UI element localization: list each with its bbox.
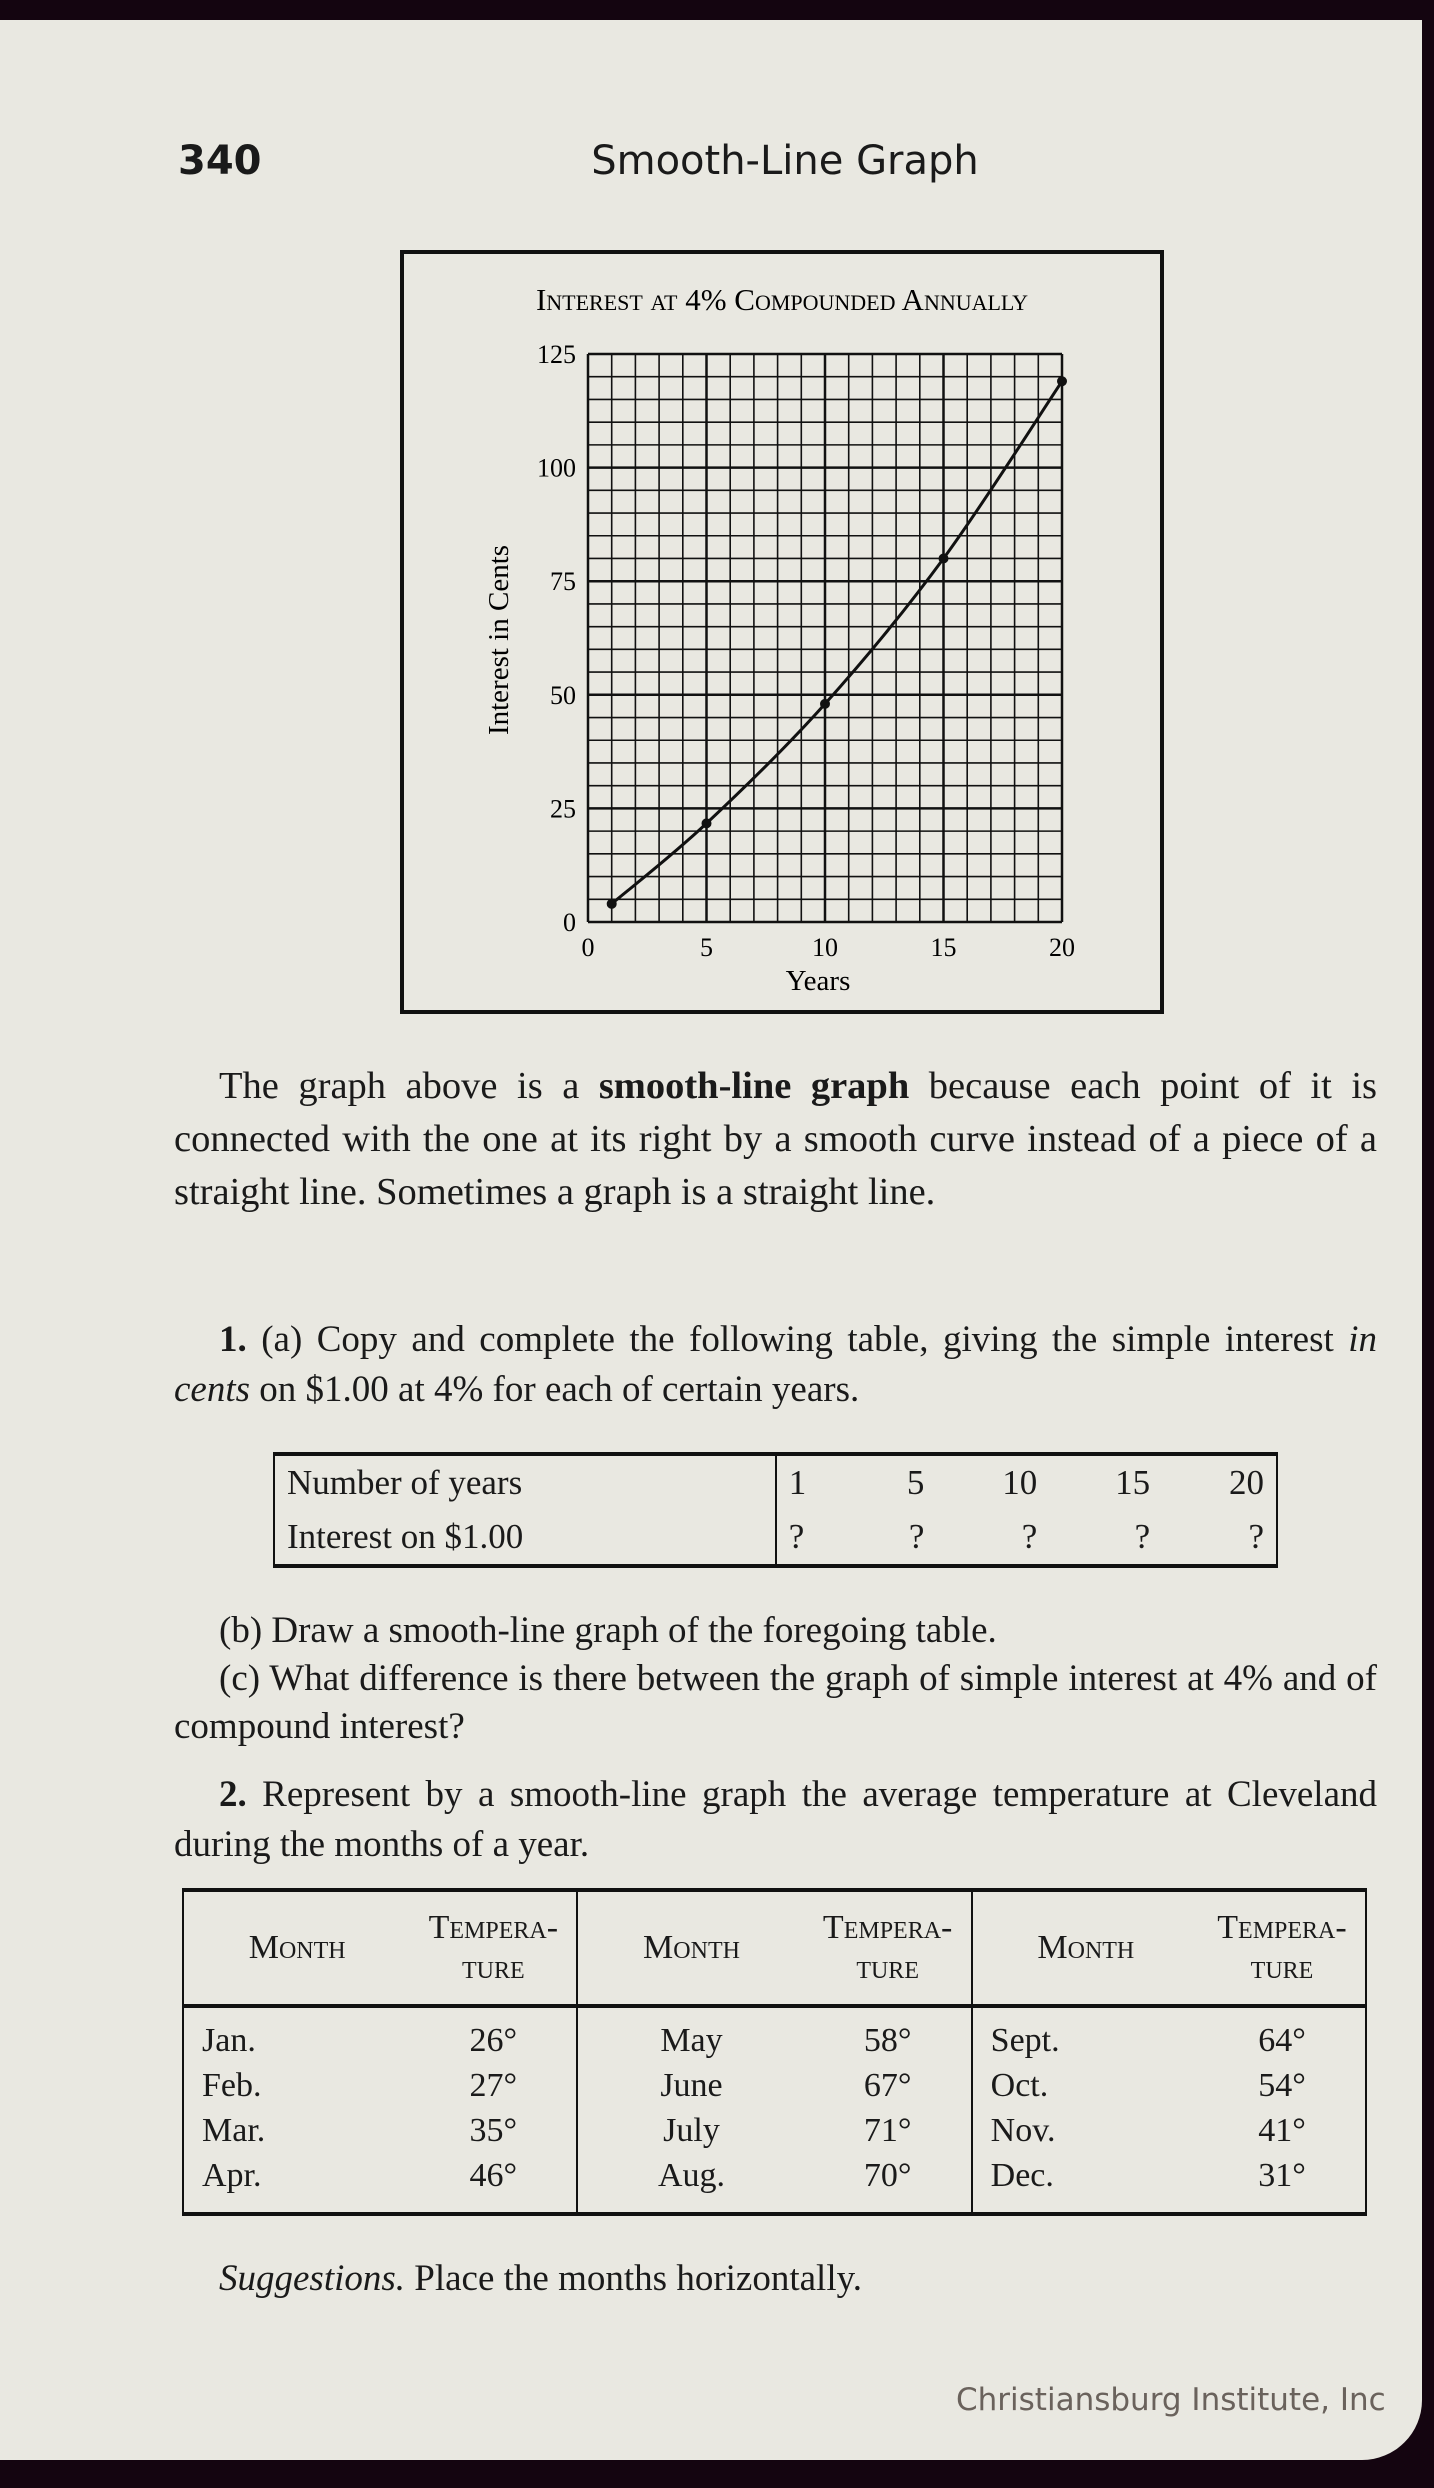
question-text: (a) Copy and complete the following table, giving the simple interest (246, 1319, 1349, 1360)
intro-text: because each point of it is connected with the one at its right by a smooth curve instead of a piece of a straight line. Sometimes a graph is a straight line. (174, 1065, 1377, 1213)
y-tick-label: 125 (537, 340, 576, 369)
table-cell: 20 (1229, 1463, 1264, 1502)
header-temperature: Tempera-ture (1199, 1890, 1366, 2006)
header-month: Month (577, 1890, 804, 2006)
interest-chart (0, 0, 1434, 1100)
y-tick-label: 0 (563, 908, 576, 937)
month-cell: Aug. (657, 2157, 726, 2194)
temperature-table (182, 1888, 1367, 2216)
month-cell: Dec. (990, 2157, 1054, 2194)
data-point (820, 699, 830, 709)
simple-interest-table (273, 1452, 1278, 1568)
temperature-cell: 41° (1258, 2112, 1306, 2149)
temperature-cell: 71° (805, 2108, 972, 2153)
data-point (939, 553, 949, 563)
header-month: Month (972, 1890, 1199, 2006)
suggestion-label: Suggestions. (219, 2258, 406, 2299)
page-number: 340 (178, 138, 262, 184)
month-cell: Sept. (990, 2022, 1060, 2059)
temperature-cell: 67° (805, 2063, 972, 2108)
x-tick-label: 15 (930, 933, 957, 962)
term-smooth-line-graph: smooth-line graph (598, 1065, 910, 1107)
temperature-cell: 70° (805, 2153, 972, 2214)
temperature-cell: 31° (1258, 2157, 1306, 2194)
table-cell: 10 (1002, 1463, 1038, 1502)
y-tick-label: 100 (537, 453, 576, 483)
question-1c: (c) What difference is there between the graph of simple interest at 4% and of compound interest? (174, 1658, 1377, 1747)
y-tick-label: 75 (550, 567, 576, 597)
temperature-cell: 54° (1258, 2067, 1306, 2104)
table-row (274, 1454, 1277, 1510)
table-cell: 15 (1115, 1463, 1151, 1502)
month-cell: Feb. (202, 2067, 262, 2104)
chart-title: Interest at 4% Compounded Annually (535, 282, 1029, 317)
y-tick-label: 25 (550, 794, 576, 824)
temperature-cell: 58° (805, 2006, 972, 2063)
book-page (0, 20, 1422, 2460)
y-tick-labels (537, 340, 576, 937)
suggestion-body: Place the months horizontally. (405, 2258, 862, 2299)
temperature-cell: 46° (410, 2153, 577, 2214)
month-cell: Nov. (990, 2112, 1056, 2149)
temperature-cell: 64° (1258, 2022, 1306, 2059)
watermark: Christiansburg Institute, Inc (956, 2382, 1386, 2418)
table-cell: ? (1248, 1517, 1264, 1556)
intro-text: The graph above is a (219, 1065, 599, 1107)
x-tick-label: 10 (812, 933, 838, 962)
table-cell: ? (908, 1517, 925, 1556)
question-number: 2. (219, 1774, 247, 1815)
x-tick-label: 20 (1049, 933, 1075, 962)
temperature-cell: 35° (410, 2108, 577, 2153)
page-title: Smooth-Line Graph (591, 138, 979, 184)
month-cell: June (660, 2067, 723, 2104)
data-point (702, 818, 712, 828)
y-tick-label: 50 (550, 680, 576, 710)
table-row (183, 2063, 1366, 2108)
table-cell: ? (788, 1517, 805, 1556)
question-number: 1. (219, 1319, 247, 1360)
chart-grid (588, 354, 1062, 922)
month-cell: May (660, 2022, 723, 2059)
table-cell: ? (1134, 1517, 1151, 1556)
data-point (1057, 376, 1067, 386)
question-emphasis: in cents (174, 1319, 1377, 1410)
suggestion-text (174, 2252, 1377, 2305)
table-cell: 1 (788, 1463, 807, 1502)
y-axis-label: Interest in Cents (483, 544, 515, 736)
x-tick-labels (582, 933, 1076, 962)
header-month: Month (183, 1890, 410, 2006)
temperature-cell: 26° (410, 2006, 577, 2063)
month-cell: Oct. (990, 2067, 1049, 2104)
table-row (183, 2108, 1366, 2153)
question-1a (174, 1315, 1377, 1415)
month-cell: Apr. (202, 2157, 262, 2194)
month-cell: Mar. (202, 2112, 266, 2149)
question-1b: (b) Draw a smooth-line graph of the foregoing table. (219, 1610, 997, 1651)
data-point (607, 899, 617, 909)
x-tick-label: 0 (581, 933, 595, 962)
table-cell: ? (1021, 1517, 1038, 1556)
month-cell: July (663, 2112, 720, 2149)
row-label: Number of years (274, 1454, 776, 1510)
question-text: on $1.00 at 4% for each of certain years. (250, 1369, 860, 1410)
x-tick-label: 5 (700, 933, 713, 962)
intro-paragraph (174, 1060, 1377, 1219)
series-line (612, 381, 1062, 904)
table-row (183, 2153, 1366, 2214)
row-label: Interest on $1.00 (274, 1510, 776, 1566)
header-temperature: Tempera-ture (410, 1890, 577, 2006)
temperature-cell: 27° (410, 2063, 577, 2108)
question-text: Represent by a smooth-line graph the average temperature at Cleveland during the months of a year. (174, 1774, 1377, 1865)
header-temperature: Tempera-ture (805, 1890, 972, 2006)
question-2 (174, 1770, 1377, 1870)
table-row (183, 2006, 1366, 2063)
table-row (274, 1510, 1277, 1566)
table-cell: 5 (906, 1463, 925, 1502)
data-points (607, 376, 1067, 909)
x-axis-label: Years (785, 965, 851, 997)
month-cell: Jan. (202, 2022, 256, 2059)
chart-frame (402, 252, 1162, 1012)
